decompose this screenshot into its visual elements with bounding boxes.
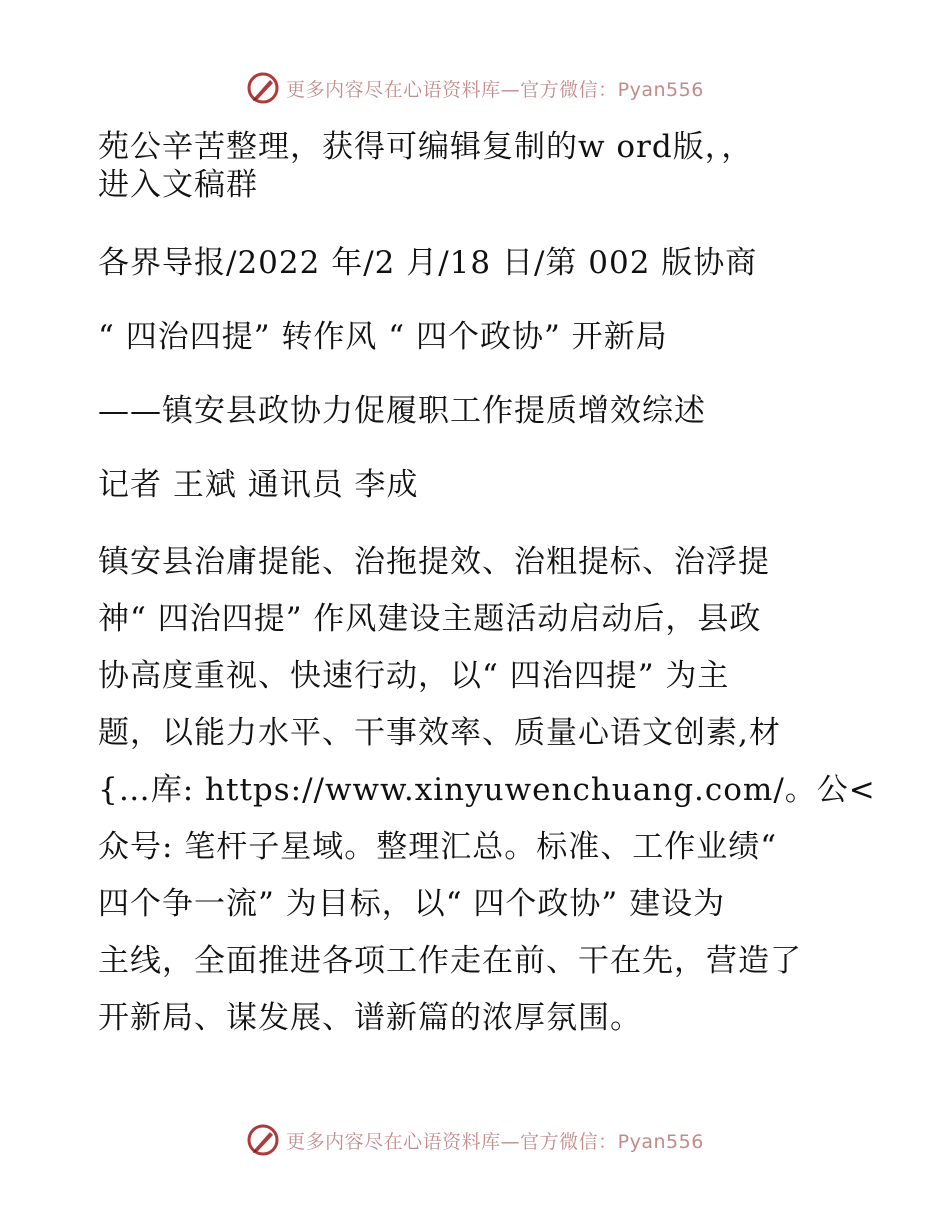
- pen-logo-icon: [246, 1123, 280, 1157]
- body-line: 主线，全面推进各项工作走在前、干在先，营造了: [98, 943, 802, 979]
- watermark-text: 更多内容尽在心语资料库—官方微信：Pyan556: [286, 1130, 704, 1153]
- article-subtitle: ——镇安县政协力促履职工作提质增效综述: [98, 393, 706, 429]
- header-watermark: [0, 68, 950, 108]
- body-line: 四个争一流” 为目标，以“ 四个政协” 建设为: [98, 886, 726, 922]
- body-line: {…库: https://www.xinyuwenchuang.com/。公<: [98, 772, 876, 808]
- intro-line-1: 苑公辛苦整理，获得可编辑复制的w ord版，，: [98, 129, 754, 165]
- footer-watermark: [0, 1120, 950, 1160]
- publication-meta: 各界导报/2022 年/2 月/18 日/第 002 版协商: [98, 245, 758, 281]
- document-body: [98, 126, 876, 1047]
- intro-line-2: 进入文稿群: [98, 167, 258, 203]
- watermark-text: 更多内容尽在心语资料库—官方微信：Pyan556: [286, 78, 704, 101]
- body-line: 镇安县治庸提能、治拖提效、治粗提标、治浮提: [98, 544, 770, 580]
- body-line: 开新局、谋发展、谱新篇的浓厚氛围。: [98, 1000, 642, 1036]
- body-line: 题，以能力水平、干事效率、质量心语文创素,材: [98, 715, 781, 751]
- body-line: 协高度重视、快速行动，以“ 四治四提” 为主: [98, 658, 730, 694]
- body-line: 神“ 四治四提” 作风建设主题活动启动后，县政: [98, 601, 762, 637]
- body-paragraph: [98, 534, 876, 1047]
- byline: 记者 王斌 通讯员 李成: [98, 467, 419, 503]
- body-line: 众号: 笔杆子星域。整理汇总。标准、工作业绩“: [98, 829, 778, 865]
- pen-logo-icon: [246, 71, 280, 105]
- article-title: “ 四治四提” 转作风 “ 四个政协” 开新局: [98, 319, 668, 355]
